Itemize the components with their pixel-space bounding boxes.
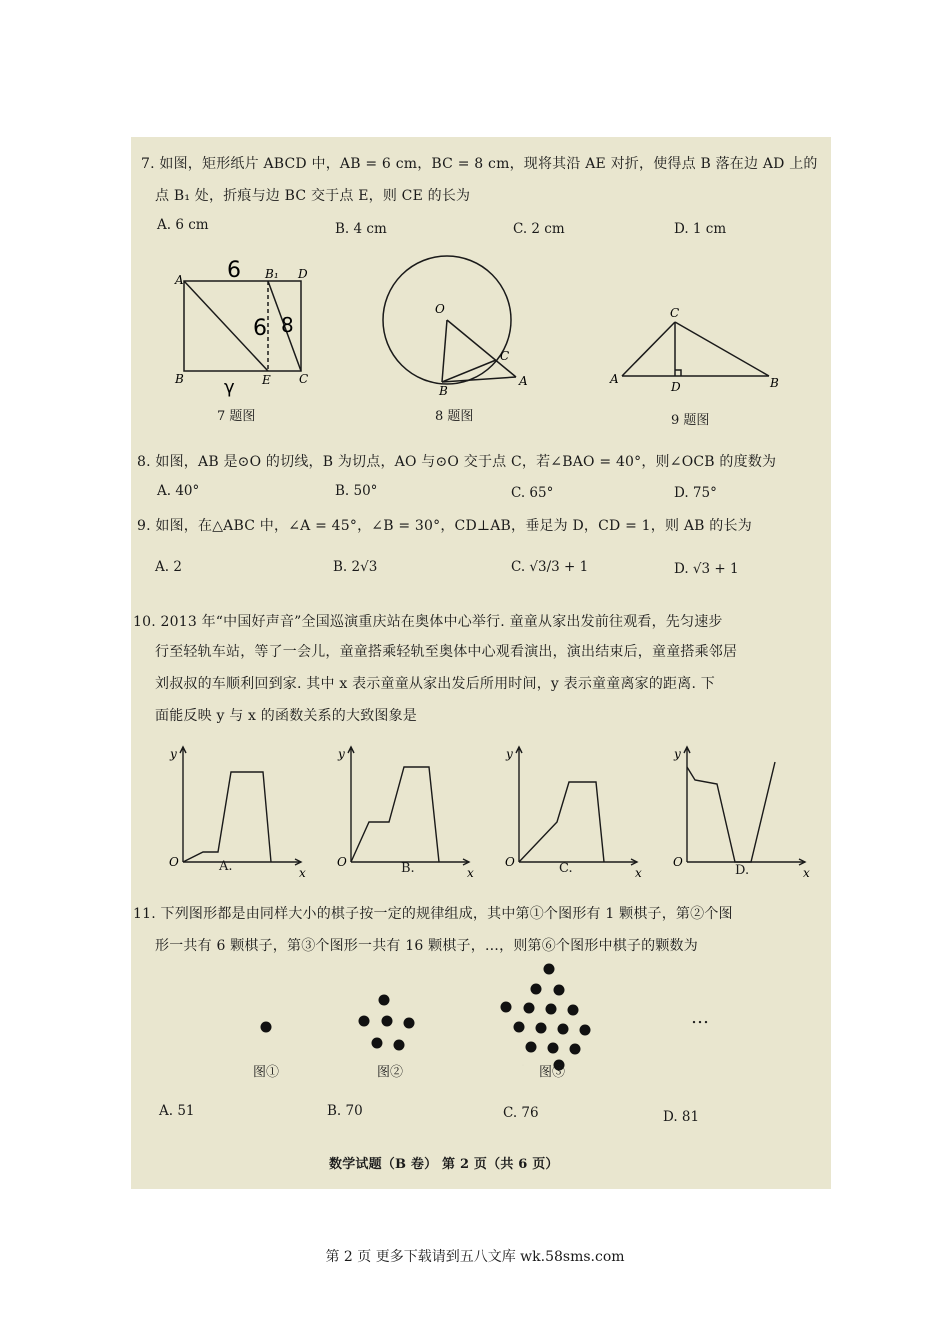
q11-fig1-label: 图① <box>253 1065 280 1080</box>
y-axis-label: y <box>506 747 513 761</box>
q8-option-a: A. 40° <box>157 483 200 499</box>
q11-line1: 11. 下列图形都是由同样大小的棋子按一定的规律组成，其中第①个图形有 1 颗棋子，第②个图 <box>133 906 733 922</box>
fig2-stone <box>404 1018 415 1029</box>
graph-curve <box>351 767 439 862</box>
q9-option-a: A. 2 <box>155 559 182 575</box>
q11-line2: 形一共有 6 颗棋子，第③个图形一共有 16 颗棋子，…，则第⑥个图形中棋子的颗数为 <box>155 938 698 954</box>
fig3-stone <box>501 1002 512 1013</box>
q11-ellipsis: … <box>691 1007 711 1028</box>
origin-label: O <box>169 855 179 869</box>
x-axis-label: x <box>299 866 306 880</box>
q7-line2: 点 B₁ 处，折痕与边 BC 交于点 E，则 CE 的长为 <box>155 188 471 204</box>
fig3-stone <box>580 1025 591 1036</box>
fig9-label-a: A <box>610 372 619 386</box>
x-axis-label: x <box>803 866 810 880</box>
fig7-label-b1: B₁ <box>265 267 279 281</box>
fig8-label-c: C <box>500 349 510 363</box>
fig3-stone <box>544 964 555 975</box>
fig7-label-d: D <box>298 267 308 281</box>
fig9-label-c: C <box>670 306 680 320</box>
q10-line3: 刘叔叔的车顺利回到家. 其中 x 表示童童从家出发后所用时间，y 表示童童离家的距离. 下 <box>155 676 715 692</box>
fig3-stone <box>558 1024 569 1035</box>
graph-curve <box>687 762 775 862</box>
fig8-label-a: A <box>519 374 528 388</box>
fig7-label-a: A <box>175 273 184 287</box>
q11-option-b: B. 70 <box>327 1103 363 1119</box>
fig3-stone <box>548 1043 559 1054</box>
y-axis-label: y <box>674 747 681 761</box>
q10-graph-a-label: A. <box>219 859 233 874</box>
q7-option-b: B. 4 cm <box>335 221 387 237</box>
fig7-handwriting-6-side: 6 <box>253 316 267 341</box>
q9-text: 9. 如图，在△ABC 中，∠A = 45°，∠B = 30°，CD⊥AB，垂足为 D，CD = 1，则 AB 的长为 <box>137 518 752 534</box>
fig3-stone <box>514 1022 525 1033</box>
figure-9 <box>131 137 831 437</box>
fig1-stone <box>261 1022 272 1033</box>
q10-graph-b-label: B. <box>401 861 415 876</box>
y-axis-label: y <box>170 747 177 761</box>
fig9-label-b: B <box>770 376 779 390</box>
fig8-label-b: B <box>439 384 448 398</box>
fig3-stone <box>531 984 542 995</box>
y-axis-label: y <box>338 747 345 761</box>
q10-graph-d-label: D. <box>735 863 750 878</box>
fig7-handwriting-8: 8 <box>281 313 294 337</box>
fig9-label-d: D <box>671 380 681 394</box>
q8-option-d: D. 75° <box>674 485 717 501</box>
q9-option-c: C. √3/3 + 1 <box>511 559 589 575</box>
q11-fig3-label: 图③ <box>539 1065 566 1080</box>
q8-text: 8. 如图，AB 是⊙O 的切线，B 为切点，AO 与⊙O 交于点 C，若∠BAO = 40°，则∠OCB 的度数为 <box>137 454 777 470</box>
x-axis-label: x <box>635 866 642 880</box>
exam-page <box>131 137 831 1189</box>
q10-line2: 行至轻轨车站，等了一会儿，童童搭乘轻轨至奥体中心观看演出，演出结束后，童童搭乘邻居 <box>155 644 738 660</box>
graph-curve <box>519 782 604 862</box>
x-axis-label: x <box>467 866 474 880</box>
fig7-label-e: E <box>262 373 271 387</box>
fig8-label-o: O <box>435 302 445 316</box>
fig8-caption: 8 题图 <box>435 409 474 424</box>
fig2-stone <box>379 995 390 1006</box>
q7-option-a: A. 6 cm <box>157 217 209 233</box>
q11-pattern-figures <box>131 957 831 1077</box>
fig9-caption: 9 题图 <box>671 413 710 428</box>
fig2-stone <box>394 1040 405 1051</box>
fig7-handwriting-6-top: 6 <box>227 258 241 283</box>
fig3-stone <box>554 985 565 996</box>
fig2-stone <box>372 1038 383 1049</box>
q9-option-b: B. 2√3 <box>333 559 378 575</box>
outer-footer: 第 2 页 更多下载请到五八文库 wk.58sms.com <box>325 1249 625 1265</box>
fig7-caption: 7 题图 <box>217 409 256 424</box>
origin-label: O <box>337 855 347 869</box>
fig3-stone <box>526 1042 537 1053</box>
q11-fig2-label: 图② <box>377 1065 404 1080</box>
q7-option-d: D. 1 cm <box>674 221 727 237</box>
origin-label: O <box>505 855 515 869</box>
q9-option-d: D. √3 + 1 <box>674 561 739 577</box>
q7-line1: 7. 如图，矩形纸片 ABCD 中，AB = 6 cm，BC = 8 cm，现将其沿 AE 对折，使得点 B 落在边 AD 上的 <box>141 156 818 172</box>
origin-label: O <box>673 855 683 869</box>
page-footer: 数学试题（B 卷） 第 2 页（共 6 页） <box>329 1157 559 1172</box>
fig7-handwriting-gamma: γ <box>224 377 235 398</box>
fig2-stone <box>382 1016 393 1027</box>
fig7-label-c: C <box>299 372 309 386</box>
q11-option-c: C. 76 <box>503 1105 539 1121</box>
q10-graph-c-label: C. <box>559 861 573 876</box>
fig3-stone <box>536 1023 547 1034</box>
fig7-label-b: B <box>175 372 184 386</box>
q11-option-a: A. 51 <box>159 1103 195 1119</box>
q8-option-c: C. 65° <box>511 485 554 501</box>
fig3-stone <box>570 1044 581 1055</box>
fig3-stone <box>546 1004 557 1015</box>
q10-line4: 面能反映 y 与 x 的函数关系的大致图象是 <box>155 708 418 724</box>
q10-line1: 10. 2013 年“中国好声音”全国巡演重庆站在奥体中心举行. 童童从家出发前往观看，先匀速步 <box>133 614 723 630</box>
q10-graphs <box>131 742 831 902</box>
q7-option-c: C. 2 cm <box>513 221 565 237</box>
q11-option-d: D. 81 <box>663 1109 700 1125</box>
graph-curve <box>183 772 271 862</box>
fig3-stone <box>568 1005 579 1016</box>
q8-option-b: B. 50° <box>335 483 378 499</box>
fig2-stone <box>359 1016 370 1027</box>
fig3-stone <box>524 1003 535 1014</box>
